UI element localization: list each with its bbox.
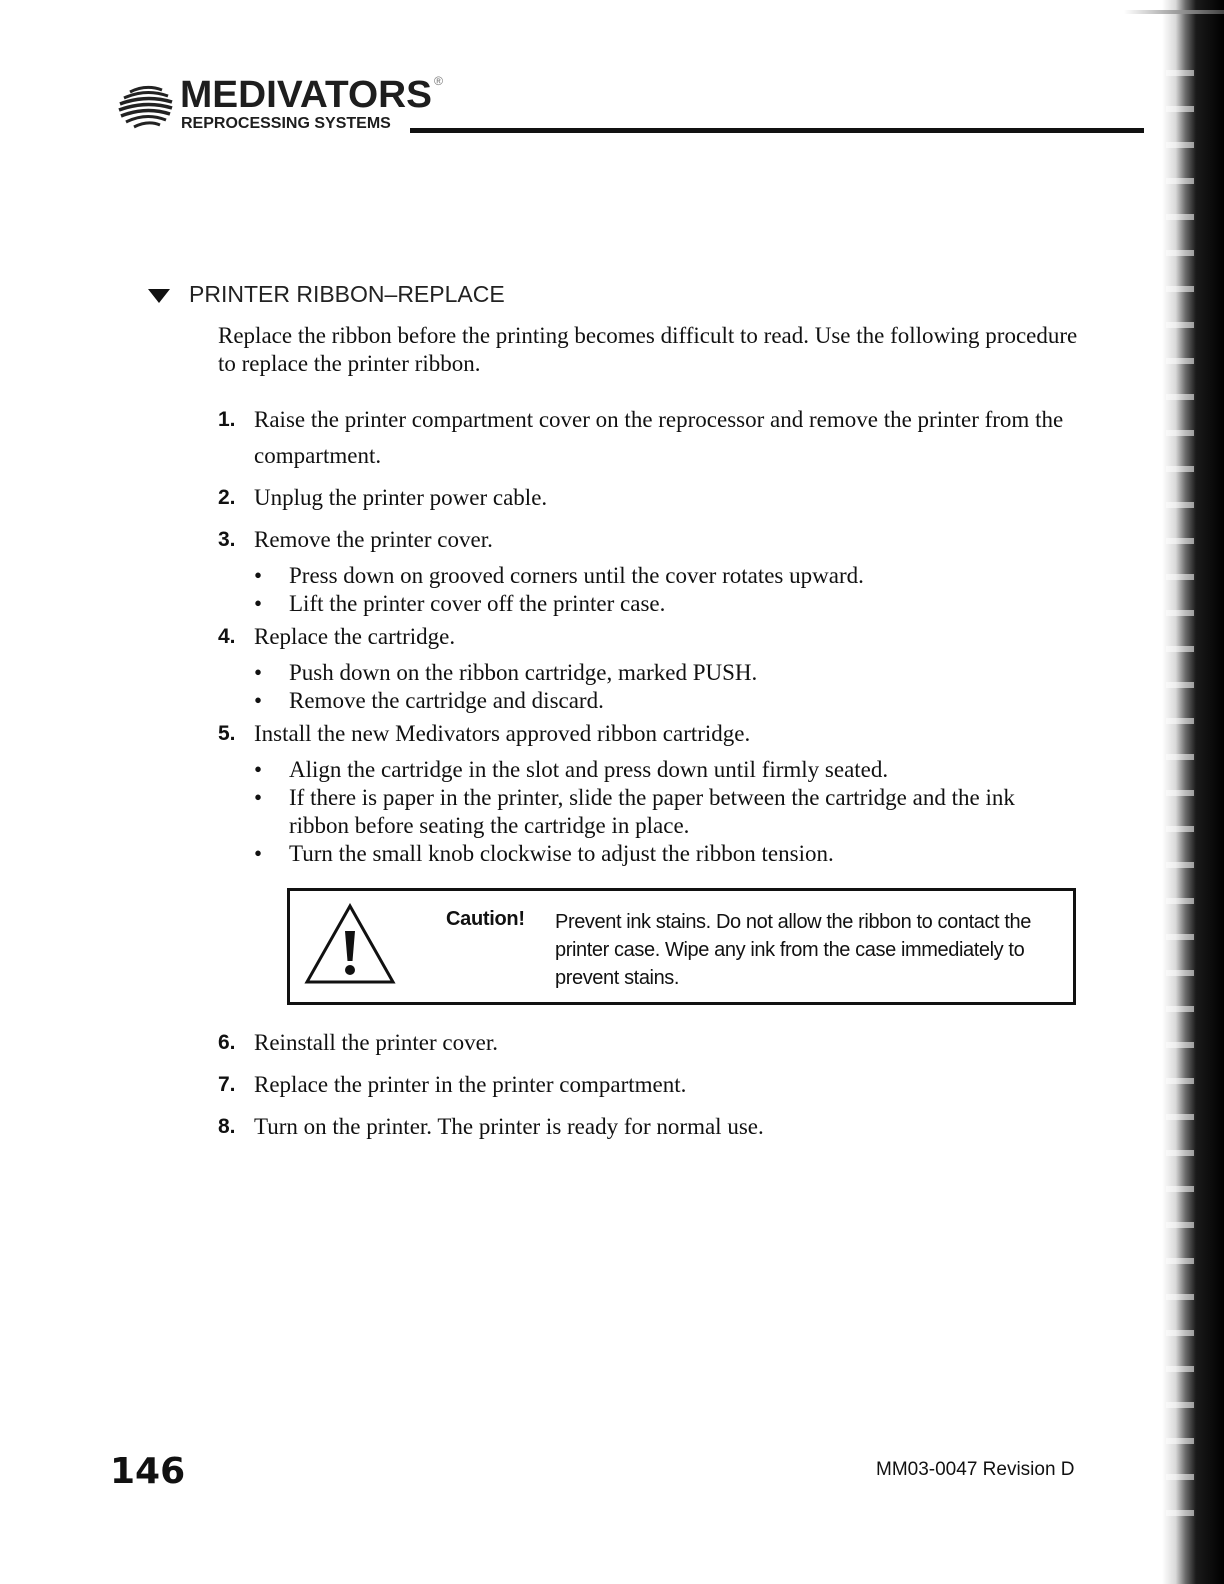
step-text: Raise the printer compartment cover on the reprocessor and remove the printer from the compartment.: [254, 407, 1064, 468]
binding-notches: [1166, 40, 1194, 1540]
bullet-dot: •: [254, 785, 263, 810]
step-number: 4.: [218, 625, 236, 648]
medivators-swoosh-logo-icon: [116, 82, 174, 130]
step-number: 5.: [218, 722, 236, 745]
step-text: Reinstall the printer cover.: [254, 1030, 498, 1055]
bullet-text: Lift the printer cover off the printer case.: [289, 591, 666, 616]
registered-mark: ®: [434, 74, 444, 88]
step-text: Replace the printer in the printer compartment.: [254, 1072, 687, 1097]
triangle-down-icon: [148, 289, 170, 303]
scanned-binding-top-edge: [1124, 10, 1224, 14]
bullet-text: If there is paper in the printer, slide the paper between the cartridge and the ink ribbon before seating the cartridge in place.: [289, 785, 1015, 838]
step-number: 8.: [218, 1115, 236, 1138]
bullet-dot: •: [254, 841, 263, 866]
bullet-dot: •: [254, 660, 263, 685]
bullet-text: Press down on grooved corners until the cover rotates upward.: [289, 563, 864, 588]
bullet-text: Turn the small knob clockwise to adjust the ribbon tension.: [289, 841, 834, 866]
step-item: [218, 402, 1088, 474]
step-text: Install the new Medivators approved ribbon cartridge.: [254, 721, 751, 746]
step-text: Turn on the printer. The printer is ready for normal use.: [254, 1114, 764, 1139]
step-number: 2.: [218, 486, 236, 509]
caution-text: Prevent ink stains. Do not allow the ribbon to contact the printer case. Wipe any ink from the case immediately to prevent stains.: [555, 911, 1031, 989]
bullet-dot: •: [254, 688, 263, 713]
bullet-text: Remove the cartridge and discard.: [289, 688, 604, 713]
brand-name: [180, 74, 443, 117]
step-number: 7.: [218, 1073, 236, 1096]
step-number: 3.: [218, 528, 236, 551]
document-id: MM03-0047 Revision D: [876, 1459, 1075, 1480]
bullet-text: Push down on the ribbon cartridge, marked PUSH.: [289, 660, 758, 685]
intro-paragraph: Replace the ribbon before the printing becomes difficult to read. Use the following procedure to replace the printer ribbon.: [218, 323, 1078, 376]
bullet-dot: •: [254, 757, 263, 782]
step-number: 1.: [218, 408, 236, 431]
section-title: PRINTER RIBBON–REPLACE: [189, 281, 505, 307]
brand-text: MEDIVATORS: [180, 74, 432, 116]
page-number: 146: [110, 1451, 186, 1492]
step-text: Unplug the printer power cable.: [254, 485, 548, 510]
caution-box: [287, 888, 1076, 1005]
brand-subtitle: REPROCESSING SYSTEMS: [181, 115, 391, 132]
caution-label: Caution!: [446, 908, 525, 930]
bullet-text: Align the cartridge in the slot and press down until firmly seated.: [289, 757, 889, 782]
step-text: Remove the printer cover.: [254, 527, 493, 552]
step-text: Replace the cartridge.: [254, 624, 456, 649]
header-rule: [410, 128, 1144, 133]
bullet-dot: •: [254, 563, 263, 588]
step-number: 6.: [218, 1031, 236, 1054]
bullet-dot: •: [254, 591, 263, 616]
warning-triangle-icon: [304, 903, 396, 985]
